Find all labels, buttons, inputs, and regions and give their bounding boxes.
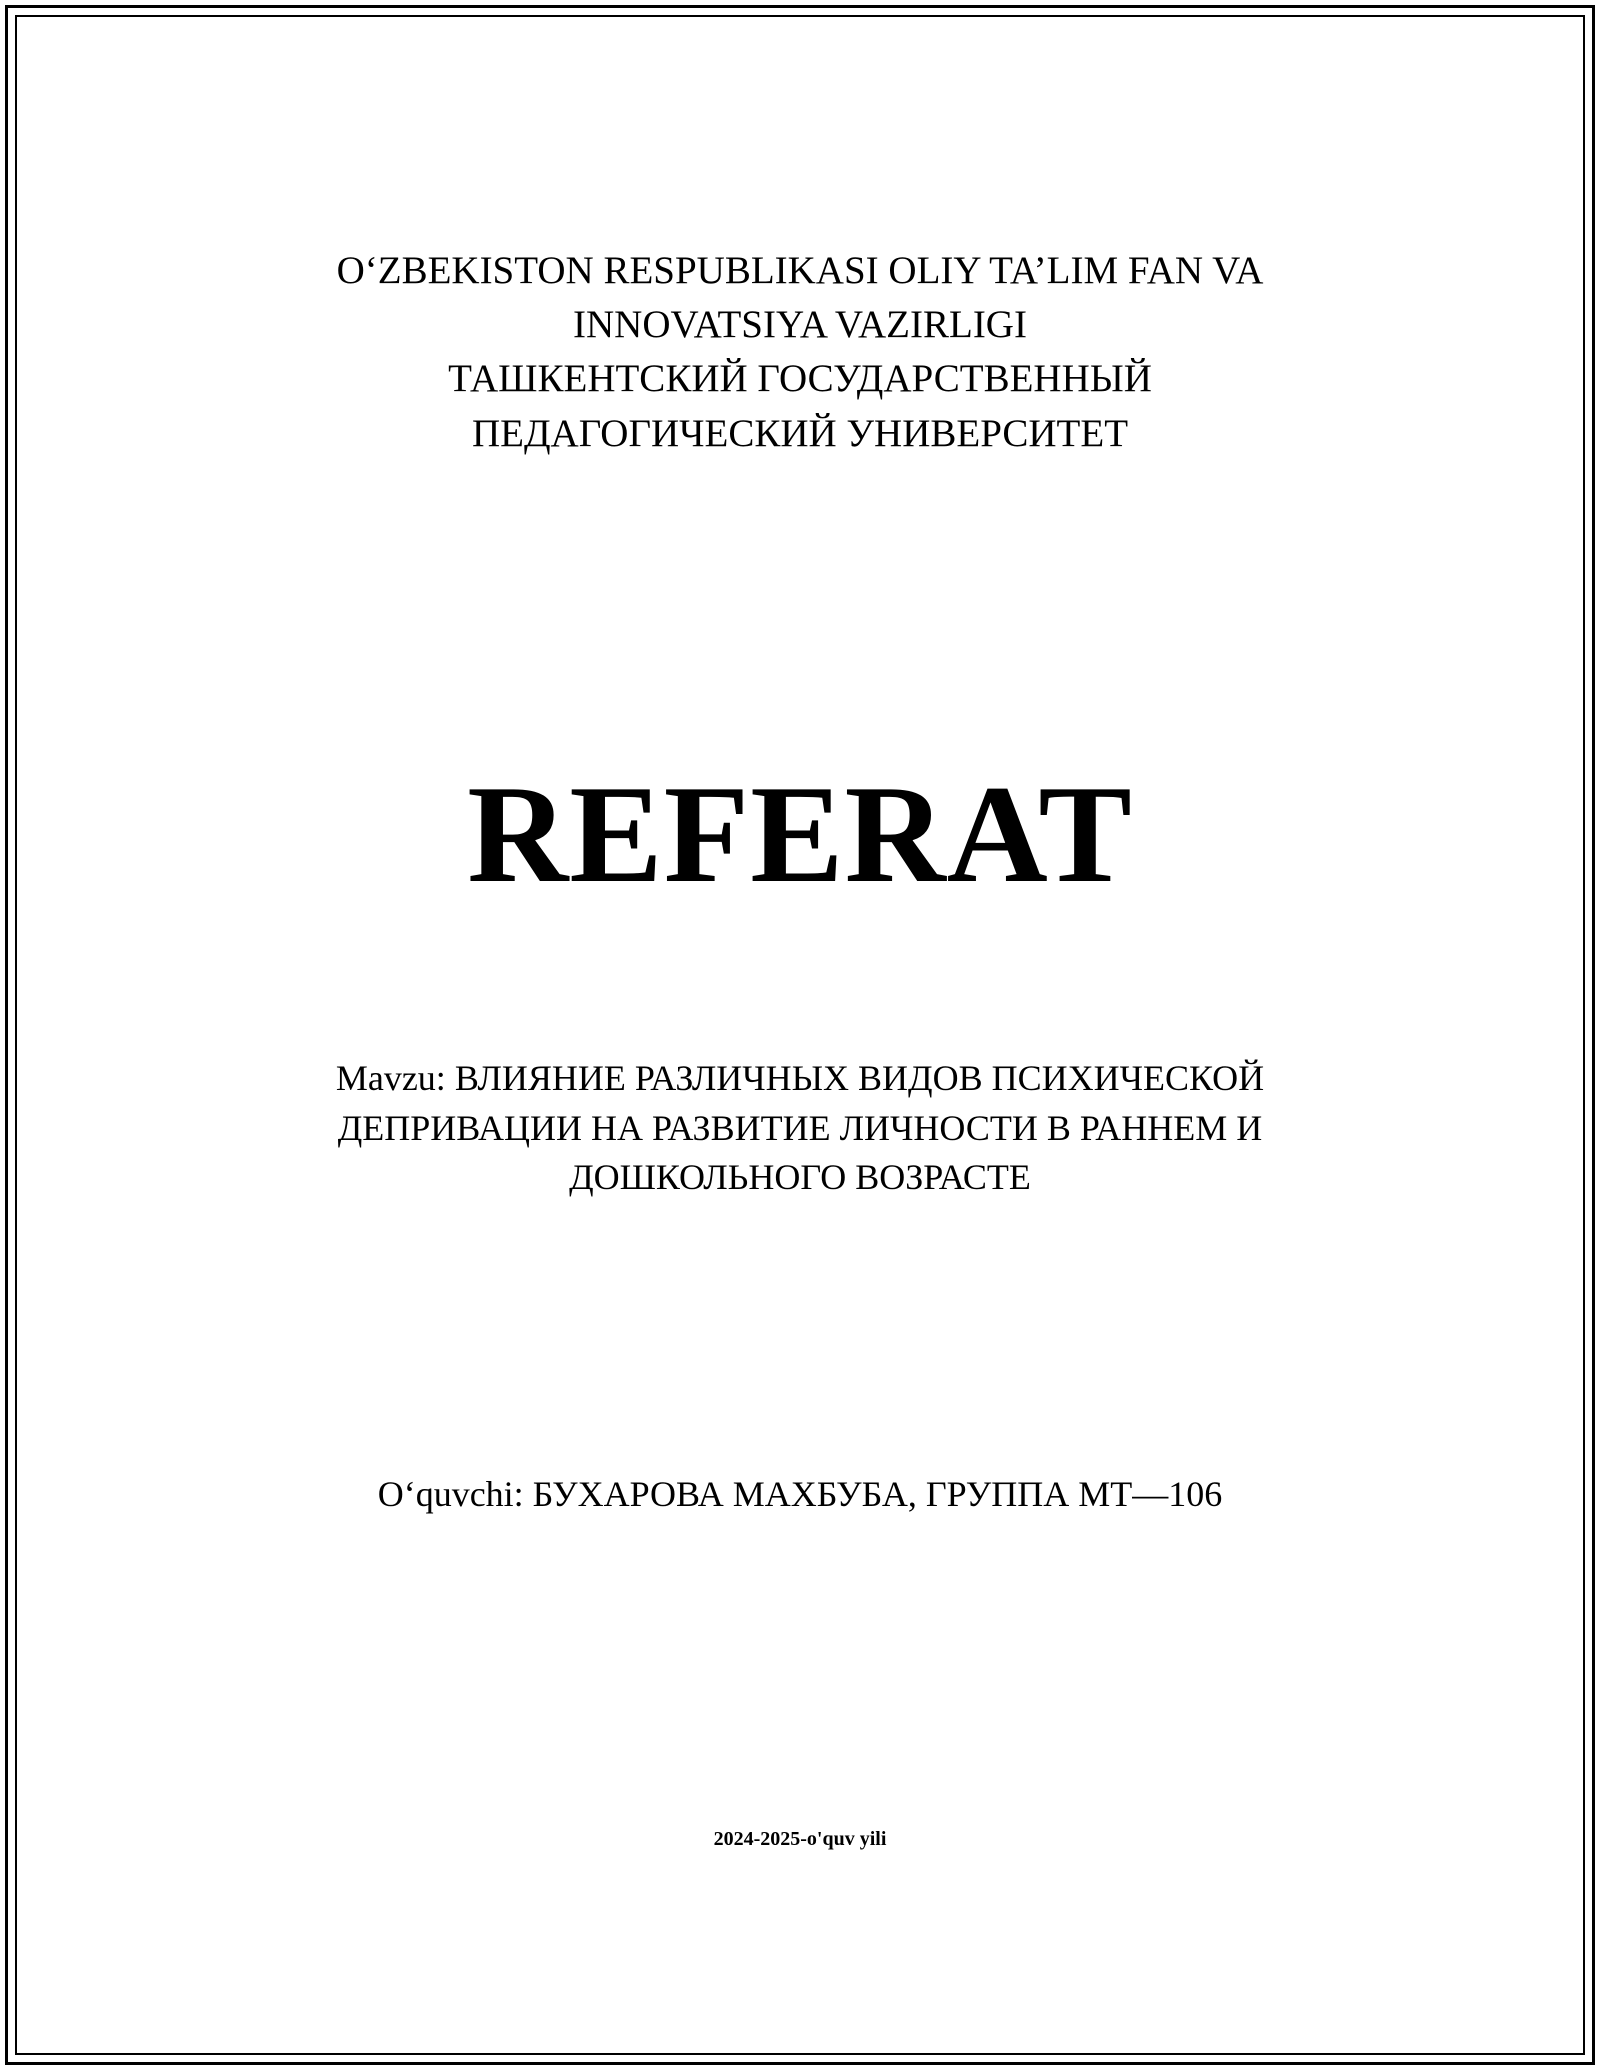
student-info: O‘quvchi: БУХАРОВА МАХБУБА, ГРУППА МТ—106 [377,1474,1223,1514]
header-line-1: O‘ZBEKISTON RESPUBLIKASI OLIY TA’LIM FAN VA [336,249,1264,292]
header-line-2: INNOVATSIYA VAZIRLIGI [573,303,1027,346]
document-title: REFERAT [467,757,1133,912]
academic-year: 2024-2025-o'quv yili [713,1828,887,1850]
topic-line-1: Mavzu: ВЛИЯНИЕ РАЗЛИЧНЫХ ВИДОВ ПСИХИЧЕСКОЙ [335,1058,1265,1098]
topic-line-2: ДЕПРИВАЦИИ НА РАЗВИТИЕ ЛИЧНОСТИ В РАННЕМ И [337,1108,1263,1148]
header-line-3: ТАШКЕНТСКИЙ ГОСУДАРСТВЕННЫЙ [448,357,1152,400]
header-line-4: ПЕДАГОГИЧЕСКИЙ УНИВЕРСИТЕТ [471,412,1129,455]
topic-line-3: ДОШКОЛЬНОГО ВОЗРАСТЕ [569,1157,1031,1197]
